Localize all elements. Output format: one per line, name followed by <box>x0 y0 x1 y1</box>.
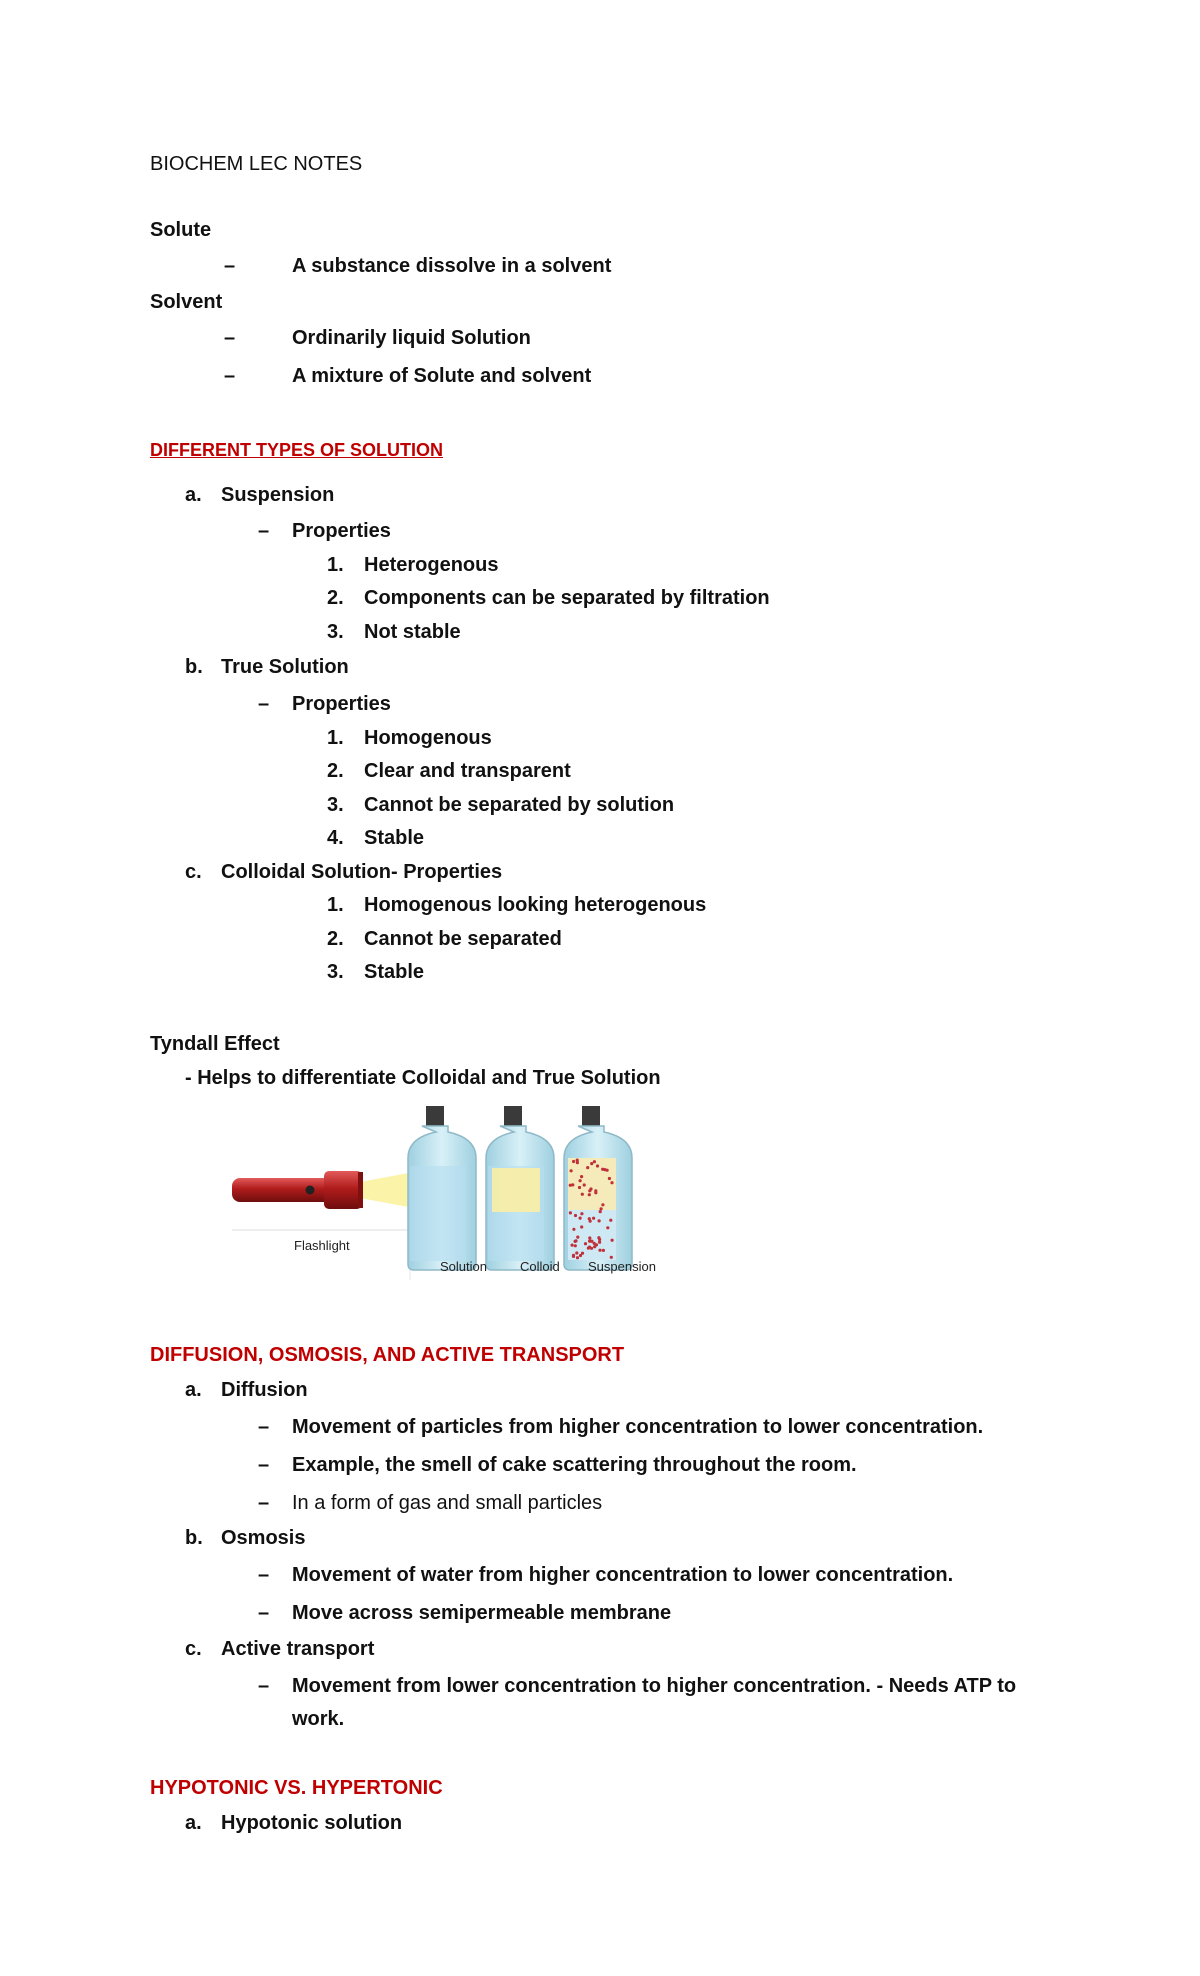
suspension-particle <box>595 1243 598 1246</box>
suspension-particle <box>579 1179 582 1182</box>
suspension-particle <box>572 1255 575 1258</box>
list-marker: a. <box>185 484 202 506</box>
list-item: Heterogenous <box>364 554 499 576</box>
list-marker: a. <box>185 1812 202 1834</box>
suspension-particle <box>574 1239 577 1242</box>
list-item: Homogenous <box>364 727 492 749</box>
suspension-particle <box>571 1244 574 1247</box>
tyndall-label: Tyndall Effect <box>150 1033 280 1055</box>
list-item: Homogenous looking heterogenous <box>364 894 707 916</box>
active-transport-point-1-cont: work. <box>292 1708 345 1730</box>
list-item: Cannot be separated <box>364 928 562 950</box>
list-marker: a. <box>185 1379 202 1401</box>
suspension-particle <box>602 1249 605 1252</box>
solute-label: Solute <box>150 219 212 241</box>
list-marker: b. <box>185 656 203 678</box>
suspension-particle <box>571 1183 574 1186</box>
hypotonic-label: Hypotonic solution <box>221 1812 403 1834</box>
colloidal-solution-label: Colloidal Solution- Properties <box>221 861 503 883</box>
suspension-particle <box>580 1175 583 1178</box>
section-heading-types: DIFFERENT TYPES OF SOLUTION <box>150 440 444 460</box>
list-number: 1. <box>327 727 344 749</box>
dash-bullet: – <box>258 1416 270 1438</box>
suspension-bottle-icon <box>564 1106 632 1270</box>
suspension-particle <box>596 1164 599 1167</box>
osmosis-point-1: Movement of water from higher concentration to lower concentration. <box>292 1564 954 1586</box>
list-item: Cannot be separated by solution <box>364 794 675 816</box>
suspension-particle <box>572 1160 575 1163</box>
document-title: BIOCHEM LEC NOTES <box>150 153 363 175</box>
solution-caption: Solution <box>440 1259 487 1274</box>
suspension-particle <box>594 1191 597 1194</box>
suspension-particle <box>586 1166 589 1169</box>
diffusion-point-1: Movement of particles from higher concentration to lower concentration. <box>292 1416 984 1438</box>
suspension-particle <box>588 1193 591 1196</box>
suspension-caption: Suspension <box>588 1259 656 1274</box>
suspension-particle <box>600 1207 603 1210</box>
suspension-particle <box>580 1225 583 1228</box>
suspension-particle <box>581 1193 584 1196</box>
suspension-particle <box>598 1241 601 1244</box>
suspension-particle <box>599 1210 602 1213</box>
list-number: 1. <box>327 894 344 916</box>
list-marker: c. <box>185 861 202 883</box>
section-heading-transport: DIFFUSION, OSMOSIS, AND ACTIVE TRANSPORT <box>150 1344 625 1366</box>
suspension-particle <box>598 1249 601 1252</box>
suspension-particle <box>601 1203 604 1206</box>
list-item: Not stable <box>364 621 461 643</box>
tyndall-description: - Helps to differentiate Colloidal and True Solution <box>185 1067 661 1089</box>
suspension-particle <box>576 1159 579 1162</box>
suspension-particle <box>609 1219 612 1222</box>
solution-bottle-icon <box>408 1106 476 1270</box>
suspension-particle <box>606 1226 609 1229</box>
suspension-particle <box>593 1160 596 1163</box>
flashlight-icon <box>232 1171 363 1209</box>
dash-bullet: – <box>224 365 236 387</box>
dash-bullet: – <box>258 693 270 715</box>
suspension-particle <box>590 1162 593 1165</box>
list-marker: c. <box>185 1638 202 1660</box>
list-item: Components can be separated by filtration <box>364 587 770 609</box>
list-number: 3. <box>327 961 344 983</box>
active-transport-point-1: Movement from lower concentration to higher concentration. - Needs ATP to <box>292 1675 1017 1697</box>
colloid-caption: Colloid <box>520 1259 560 1274</box>
suspension-particle <box>579 1217 582 1220</box>
active-transport-label: Active transport <box>221 1638 375 1660</box>
suspension-particle <box>574 1214 577 1217</box>
colloid-bottle-icon <box>486 1106 554 1270</box>
suspension-particle <box>584 1242 587 1245</box>
list-number: 1. <box>327 554 344 576</box>
suspension-particle <box>598 1219 601 1222</box>
suspension-particle <box>589 1187 592 1190</box>
list-marker: b. <box>185 1527 203 1549</box>
suspension-particle <box>574 1244 577 1247</box>
list-number: 2. <box>327 587 344 609</box>
suspension-particle <box>576 1236 579 1239</box>
suspension-particle <box>580 1212 583 1215</box>
properties-label: Properties <box>292 520 391 542</box>
diffusion-label: Diffusion <box>221 1379 308 1401</box>
dash-bullet: – <box>258 1564 270 1586</box>
suspension-particle <box>608 1177 611 1180</box>
solvent-label: Solvent <box>150 291 223 313</box>
list-item: Clear and transparent <box>364 760 571 782</box>
suspension-particle <box>610 1181 613 1184</box>
dash-bullet: – <box>224 327 236 349</box>
list-number: 2. <box>327 760 344 782</box>
dash-bullet: – <box>258 1492 270 1514</box>
tyndall-figure <box>230 1096 682 1280</box>
solute-definition: A substance dissolve in a solvent <box>292 255 612 277</box>
osmosis-point-2: Move across semipermeable membrane <box>292 1602 672 1624</box>
suspension-particle <box>572 1228 575 1231</box>
list-number: 3. <box>327 621 344 643</box>
true-solution-label: True Solution <box>221 656 349 678</box>
list-number: 4. <box>327 827 344 849</box>
suspension-particle <box>611 1239 614 1242</box>
dash-bullet: – <box>224 255 236 277</box>
list-item: Stable <box>364 827 425 849</box>
dash-bullet: – <box>258 1675 270 1697</box>
suspension-particle <box>579 1254 582 1257</box>
suspension-particle <box>569 1211 572 1214</box>
suspension-label: Suspension <box>221 484 335 506</box>
diffusion-point-3: In a form of gas and small particles <box>292 1492 603 1514</box>
suspension-particle <box>583 1183 586 1186</box>
suspension-particle <box>575 1251 578 1254</box>
suspension-particle <box>589 1220 592 1223</box>
list-item: Stable <box>364 961 425 983</box>
suspension-particle <box>570 1169 573 1172</box>
flashlight-caption: Flashlight <box>294 1238 350 1253</box>
diffusion-point-2: Example, the smell of cake scattering throughout the room. <box>292 1454 857 1476</box>
list-number: 3. <box>327 794 344 816</box>
solvent-definition-1: Ordinarily liquid Solution <box>292 327 531 349</box>
suspension-particle <box>603 1168 606 1171</box>
dash-bullet: – <box>258 1454 270 1476</box>
solvent-definition-2: A mixture of Solute and solvent <box>292 365 592 387</box>
properties-label: Properties <box>292 693 391 715</box>
suspension-particle <box>588 1236 591 1239</box>
osmosis-label: Osmosis <box>221 1527 306 1549</box>
list-number: 2. <box>327 928 344 950</box>
suspension-particle <box>578 1186 581 1189</box>
dash-bullet: – <box>258 520 270 542</box>
suspension-particle <box>589 1240 592 1243</box>
suspension-particle <box>592 1217 595 1220</box>
dash-bullet: – <box>258 1602 270 1624</box>
section-heading-tonic: HYPOTONIC VS. HYPERTONIC <box>150 1777 443 1799</box>
suspension-particle <box>587 1247 590 1250</box>
suspension-particle <box>576 1256 579 1259</box>
